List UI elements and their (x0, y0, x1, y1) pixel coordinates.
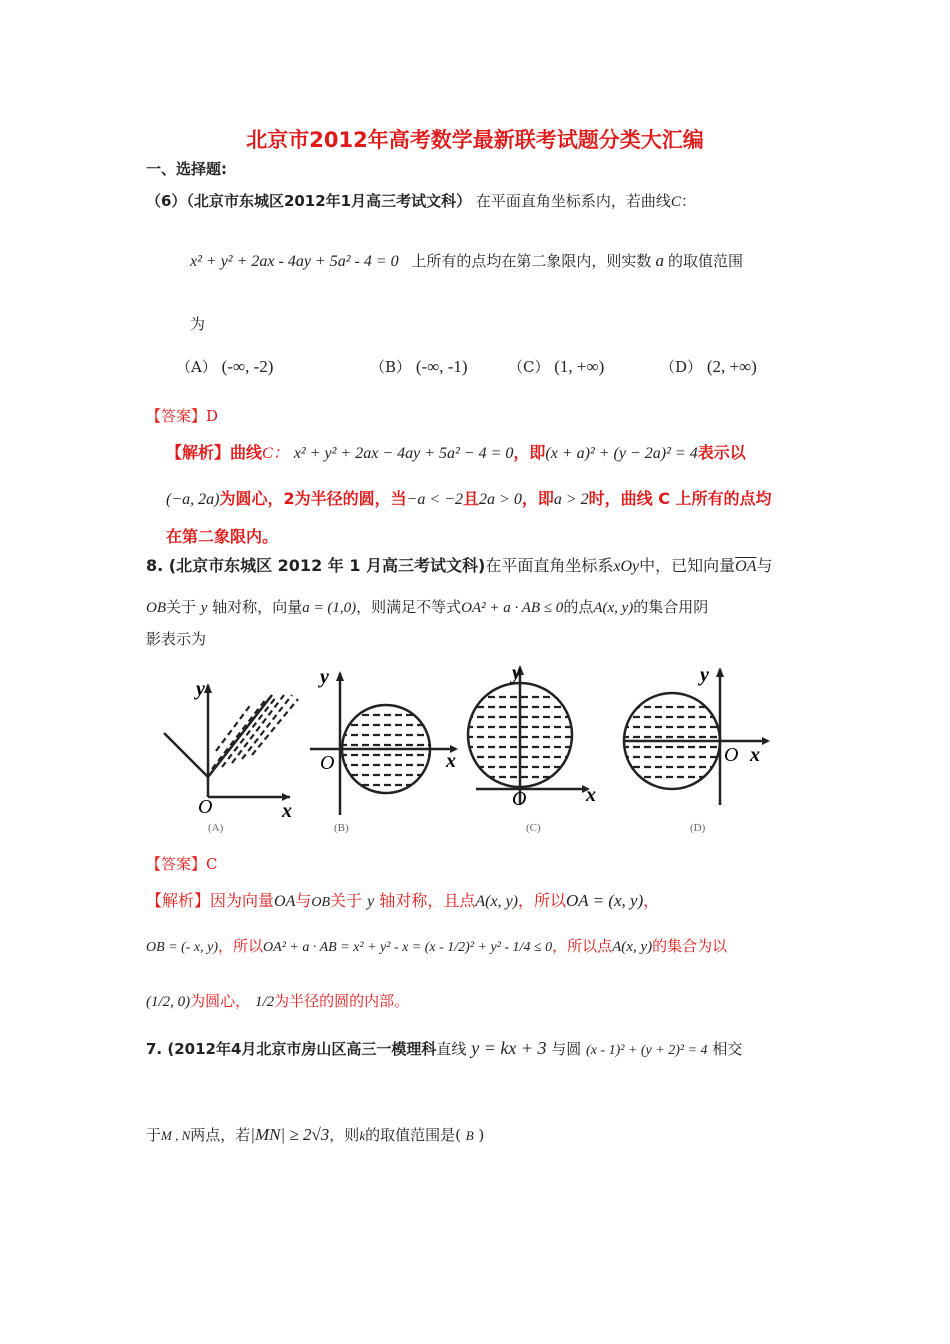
q6-equation: x² + y² + 2ax - 4ay + 5a² - 4 = 0 (190, 253, 399, 270)
figure-label: (B) (334, 822, 349, 834)
option-label: （D） (660, 358, 703, 376)
figure-label: (C) (526, 822, 541, 834)
section-heading: 一、选择题: (146, 160, 227, 178)
q8-analysis-line3 (146, 990, 409, 1011)
analysis-math: a > 2 (553, 491, 589, 508)
figure-label: (D) (690, 822, 706, 834)
answer-label: 【答案】 (146, 855, 207, 873)
q8-text: 的集合用阴 (633, 598, 709, 616)
analysis-label: 【解析】 (166, 443, 231, 462)
analysis-text: 表示以 (697, 443, 746, 462)
axis-y-label: y (196, 678, 205, 700)
option-label: （B） (370, 358, 412, 376)
answer-label: 【答案】 (146, 407, 207, 425)
figure-label: (A) (208, 822, 224, 834)
q6-answer (146, 405, 218, 426)
q7-text: 的取值范围是( (365, 1126, 461, 1144)
q7-text: 直线 (436, 1040, 467, 1058)
analysis-math: (−a, 2a) (166, 491, 220, 508)
q7-math: M , N (161, 1128, 191, 1143)
analysis-math: OA (274, 893, 296, 910)
analysis-text: 与 (295, 891, 312, 910)
analysis-text: 且 (463, 489, 480, 508)
q8-analysis-line2 (146, 935, 727, 956)
q8-math: A(x, y) (593, 600, 634, 616)
option-label: （A） (176, 358, 217, 376)
q6-var: a (655, 251, 664, 270)
analysis-equation: x² + y² + 2ax − 4ay + 5a² − 4 = 0 (293, 445, 514, 462)
axis-x-label: x (282, 800, 292, 822)
q8-line3: 影表示为 (146, 630, 207, 648)
analysis-math: A(x, y) (612, 939, 653, 955)
boundary-line (164, 733, 208, 777)
q6-option-a (176, 356, 273, 377)
answer-value: D (206, 407, 219, 425)
q8-math: y (200, 600, 208, 616)
q6-source: （6）（北京市东城区2012年1月高三考试文科） (146, 192, 472, 210)
q6-analysis-line1 (166, 440, 746, 463)
q7-math: (x - 1)² + (y + 2)² = 4 (586, 1043, 708, 1058)
analysis-text: 【解析】因为向量 (146, 891, 275, 910)
analysis-text: ， (643, 891, 660, 910)
answer-value: C (206, 855, 218, 873)
axis-origin-label: O (198, 796, 213, 818)
figure-b (310, 666, 458, 834)
q6-line2 (190, 250, 743, 271)
q8-math: OA² + a · AB ≤ 0 (461, 600, 564, 616)
q8-line1 (146, 553, 773, 576)
analysis-math: −a < −2 (406, 491, 464, 508)
analysis-math: OA = (x, y) (566, 891, 644, 910)
analysis-text: ，所以 (518, 891, 567, 910)
q6-option-c (508, 356, 604, 377)
q7-text: ) (478, 1126, 485, 1144)
axis-y-label: y (320, 666, 329, 688)
analysis-math: OB = (- x, y) (146, 940, 219, 955)
analysis-math: A(x, y) (475, 893, 518, 910)
axis-x-label: x (750, 744, 760, 766)
q8-text: 轴对称，向量 (212, 598, 303, 616)
analysis-math: C： (262, 445, 289, 462)
q8-figures (150, 655, 790, 840)
q6-analysis-line3: 在第二象限内。 (166, 527, 279, 546)
q7-source: 7. (2012年4月北京市房山区高三一模理科 (146, 1040, 437, 1058)
axis-y-label: y (700, 664, 709, 686)
option-value: (2, +∞) (706, 357, 757, 376)
analysis-math: (1/2, 0) (146, 994, 191, 1010)
q6-text2: 上所有的点均在第二象限内，则实数 (411, 252, 652, 270)
q7-math: |MN| ≥ 2√3 (250, 1125, 330, 1144)
option-value: (1, +∞) (554, 357, 605, 376)
analysis-math: OB (311, 895, 331, 910)
q6-text3: 的取值范围 (667, 252, 743, 270)
q8-analysis-line1 (146, 888, 659, 911)
analysis-text: 的集合为以 (652, 937, 728, 955)
q6-analysis-line2 (166, 486, 772, 509)
q7-line1 (146, 1038, 742, 1059)
q8-vector: $\overline{OA}$ (735, 558, 757, 575)
q8-text: 在平面直角坐标系 (485, 556, 614, 575)
analysis-text: 时，曲线 C 上所有的点均 (588, 489, 772, 508)
q7-text: ，则 (329, 1126, 360, 1144)
q8-math: xOy (613, 558, 640, 575)
analysis-text: 轴对称，且点 (379, 891, 476, 910)
arrow-icon (204, 683, 212, 693)
axis-y-label: y (512, 662, 521, 684)
analysis-math: OA² + a · AB = x² + y² - x = (x - 1/2)² + y² - 1/4 ≤ 0 (263, 940, 553, 955)
analysis-math: 1/2 (254, 994, 275, 1010)
q7-text: 与圆 (551, 1040, 582, 1058)
analysis-text: 2 (283, 489, 295, 508)
option-value: (-∞, -2) (221, 357, 274, 376)
q8-text: 的点 (563, 598, 594, 616)
q8-text: ，则满足不等式 (356, 598, 462, 616)
q7-answer-choice: B (465, 1128, 474, 1143)
figure-d (622, 664, 770, 834)
analysis-text: ，即 (521, 489, 554, 508)
q6-curve: C (670, 194, 681, 210)
analysis-equation: (x + a)² + (y − 2a)² = 4 (545, 445, 698, 462)
q7-math: y = kx + 3 (471, 1038, 547, 1058)
q6-option-b (370, 356, 468, 377)
q8-math: OB (146, 600, 166, 616)
axis-x-label: x (446, 750, 456, 772)
arrow-icon (336, 671, 344, 681)
axis-x-label: x (586, 784, 596, 806)
analysis-text: 为半径的圆的内部。 (274, 992, 410, 1010)
q6-text1: 在平面直角坐标系内，若曲线 (475, 192, 671, 210)
axis-origin-label: O (320, 752, 335, 774)
arrow-icon (762, 737, 770, 745)
q6-line1 (146, 190, 696, 211)
boundary-line (208, 695, 272, 777)
analysis-math: y (367, 893, 375, 910)
q6-option-d (660, 356, 757, 377)
q7-text: 于 (146, 1126, 162, 1144)
q7-line2 (146, 1124, 484, 1145)
q8-math: a = (1,0) (302, 600, 357, 616)
hatch-lines (212, 695, 298, 769)
analysis-text: 为半径的圆，当 (294, 489, 407, 508)
q8-line2 (146, 596, 708, 617)
analysis-text: 为圆心， (190, 992, 251, 1010)
figure-a (164, 678, 298, 834)
q7-text: 两点，若 (190, 1126, 251, 1144)
q7-math: k (359, 1128, 366, 1143)
q7-text: 相交 (712, 1040, 743, 1058)
q6-line3: 为 (190, 315, 206, 333)
q8-source: 8. (北京市东城区 2012 年 1 月高三考试文科) (146, 556, 486, 575)
analysis-text: ，所以点 (552, 937, 613, 955)
option-value: (-∞, -1) (415, 357, 468, 376)
q8-text: 关于 (166, 598, 197, 616)
axis-origin-label: O (512, 788, 527, 810)
analysis-text: 为圆心， (219, 489, 284, 508)
arrow-icon (716, 667, 724, 677)
q8-answer (146, 853, 218, 874)
q6-colon: ： (680, 192, 696, 210)
axis-origin-label: O (724, 744, 739, 766)
analysis-text: 曲线 (230, 443, 263, 462)
analysis-text: ，所以 (218, 937, 264, 955)
q8-text: 与 (756, 556, 773, 575)
page-title: 北京市2012年高考数学最新联考试题分类大汇编 (246, 128, 704, 152)
option-label: （C） (508, 358, 550, 376)
q8-text: 中，已知向量 (639, 556, 736, 575)
analysis-text: 关于 (330, 891, 363, 910)
figure-c (466, 662, 596, 834)
analysis-text: ，即 (513, 443, 546, 462)
analysis-math: 2a > 0 (479, 491, 522, 508)
